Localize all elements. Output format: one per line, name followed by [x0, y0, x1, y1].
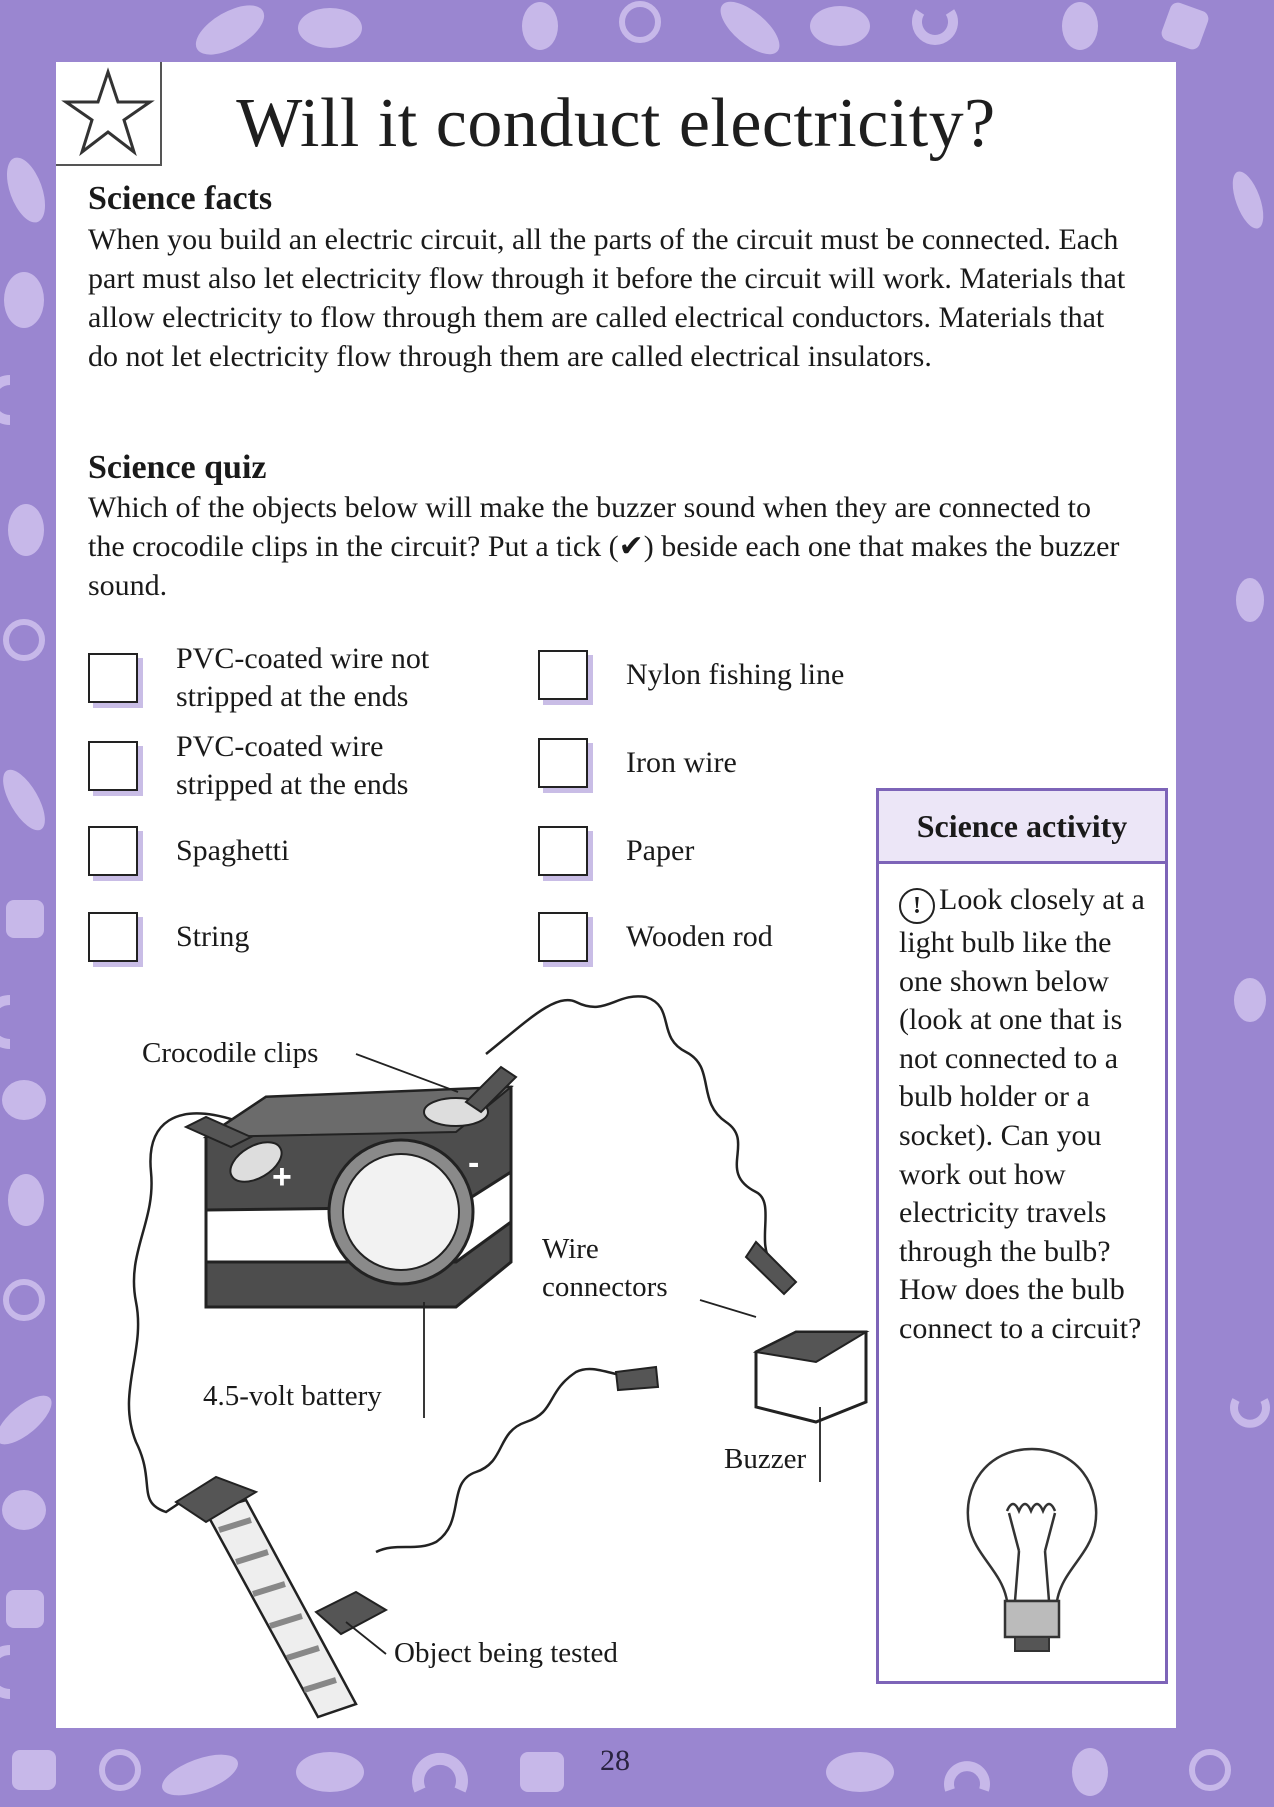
frog-icon: [296, 1752, 364, 1792]
frog-icon: [4, 272, 44, 328]
leaf-icon: [712, 0, 788, 63]
option-nylon-fishing-line[interactable]: Nylon fishing line: [538, 650, 844, 700]
page-number: 28: [600, 1744, 630, 1777]
option-string[interactable]: String: [88, 912, 249, 962]
battery-minus: -: [468, 1144, 480, 1182]
activity-heading: Science activity: [879, 791, 1165, 864]
beetle-icon: [1236, 578, 1264, 622]
leaf-icon: [1226, 168, 1269, 233]
facts-body: When you build an electric circuit, all the parts of the circuit must be connected. Each part must also let electricity flow through it before the circuit will work. Materials that allow electricity to flow through them are called electrical conductors. Materials that do not let electricity flow through them are called electrical insulators.: [88, 223, 1126, 373]
magnifier-icon: [102, 1752, 138, 1788]
quiz-heading: Science quiz: [88, 449, 267, 486]
crocodile-clip-icon: [746, 1242, 796, 1294]
battery-plus: +: [272, 1158, 292, 1196]
buzzer-icon: [756, 1332, 866, 1422]
magnifier-icon: [6, 1282, 42, 1318]
frog-icon: [2, 1490, 46, 1530]
leader-line: [356, 1054, 458, 1092]
magnifier-icon: [6, 622, 42, 658]
beetle-icon: [1072, 1748, 1108, 1796]
wire: [486, 996, 771, 1262]
frog-icon: [826, 1752, 894, 1792]
magnet-icon: [0, 1650, 10, 1694]
magnifier-icon: [622, 4, 658, 40]
frog-icon: [2, 1080, 46, 1120]
magnet-icon: [418, 1759, 462, 1790]
battery-icon: [12, 1750, 56, 1790]
label-battery: 4.5-volt battery: [203, 1380, 382, 1412]
leaf-icon: [188, 0, 272, 65]
frog-icon: [810, 6, 870, 46]
leaf-icon: [0, 764, 53, 837]
leaf-icon: [0, 1387, 59, 1452]
battery-icon: [1159, 0, 1210, 51]
option-pvc-not-stripped[interactable]: PVC-coated wire not stripped at the ends: [88, 640, 429, 716]
battery-icon: [6, 1590, 44, 1628]
label-wire-connectors: Wire connectors: [542, 1233, 668, 1303]
option-wooden-rod[interactable]: Wooden rod: [538, 912, 773, 962]
option-paper[interactable]: Paper: [538, 826, 694, 876]
leaf-icon: [157, 1746, 243, 1803]
beetle-icon: [8, 504, 44, 556]
beetle-icon: [1062, 2, 1098, 50]
battery-icon: [6, 900, 44, 938]
magnet-icon: [949, 1766, 985, 1790]
option-iron-wire[interactable]: Iron wire: [538, 738, 737, 788]
activity-body: [899, 881, 1161, 1349]
wire: [376, 1369, 656, 1552]
page-title: Will it conduct electricity?: [236, 85, 996, 162]
worksheet-page: [56, 62, 1176, 1728]
beetle-icon: [522, 2, 558, 50]
magnet-icon: [0, 1000, 10, 1044]
warning-icon: !: [899, 888, 935, 924]
leaf-icon: [0, 153, 53, 228]
option-pvc-stripped[interactable]: PVC-coated wire stripped at the ends: [88, 728, 408, 804]
label-crocodile-clips: Crocodile clips: [142, 1037, 319, 1069]
magnet-icon: [0, 380, 10, 420]
facts-heading: Science facts: [88, 180, 273, 217]
leader-line: [700, 1300, 756, 1317]
option-spaghetti[interactable]: Spaghetti: [88, 826, 289, 876]
frog-icon: [298, 8, 362, 48]
magnet-icon: [917, 12, 953, 40]
magnifier-icon: [1192, 1752, 1228, 1788]
battery-icon: [520, 1752, 564, 1792]
quiz-body: Which of the objects below will make the buzzer sound when they are connected to the crocodile clips in the circuit? Put a tick (✔) beside each one that makes the buzzer sound.: [88, 491, 1120, 602]
magnet-icon: [1234, 1400, 1266, 1424]
label-buzzer: Buzzer: [724, 1443, 807, 1475]
crocodile-clip-icon: [316, 1592, 386, 1634]
beetle-icon: [8, 1174, 44, 1226]
label-object-being-tested: Object being tested: [394, 1637, 618, 1669]
crocodile-clip-icon: [616, 1367, 658, 1390]
frog-icon: [1234, 978, 1266, 1022]
science-activity-box: [876, 788, 1168, 1684]
circuit-diagram: [56, 62, 876, 1728]
activity-text: Look closely at a light bulb like the one shown below (look at one that is not connected to a bulb holder or a socket). Can you work out how electricity travels through the bulb? How does the bulb connect to a circuit?: [899, 883, 1145, 1345]
leader-line: [346, 1622, 386, 1654]
light-bulb-icon: [957, 1441, 1107, 1661]
